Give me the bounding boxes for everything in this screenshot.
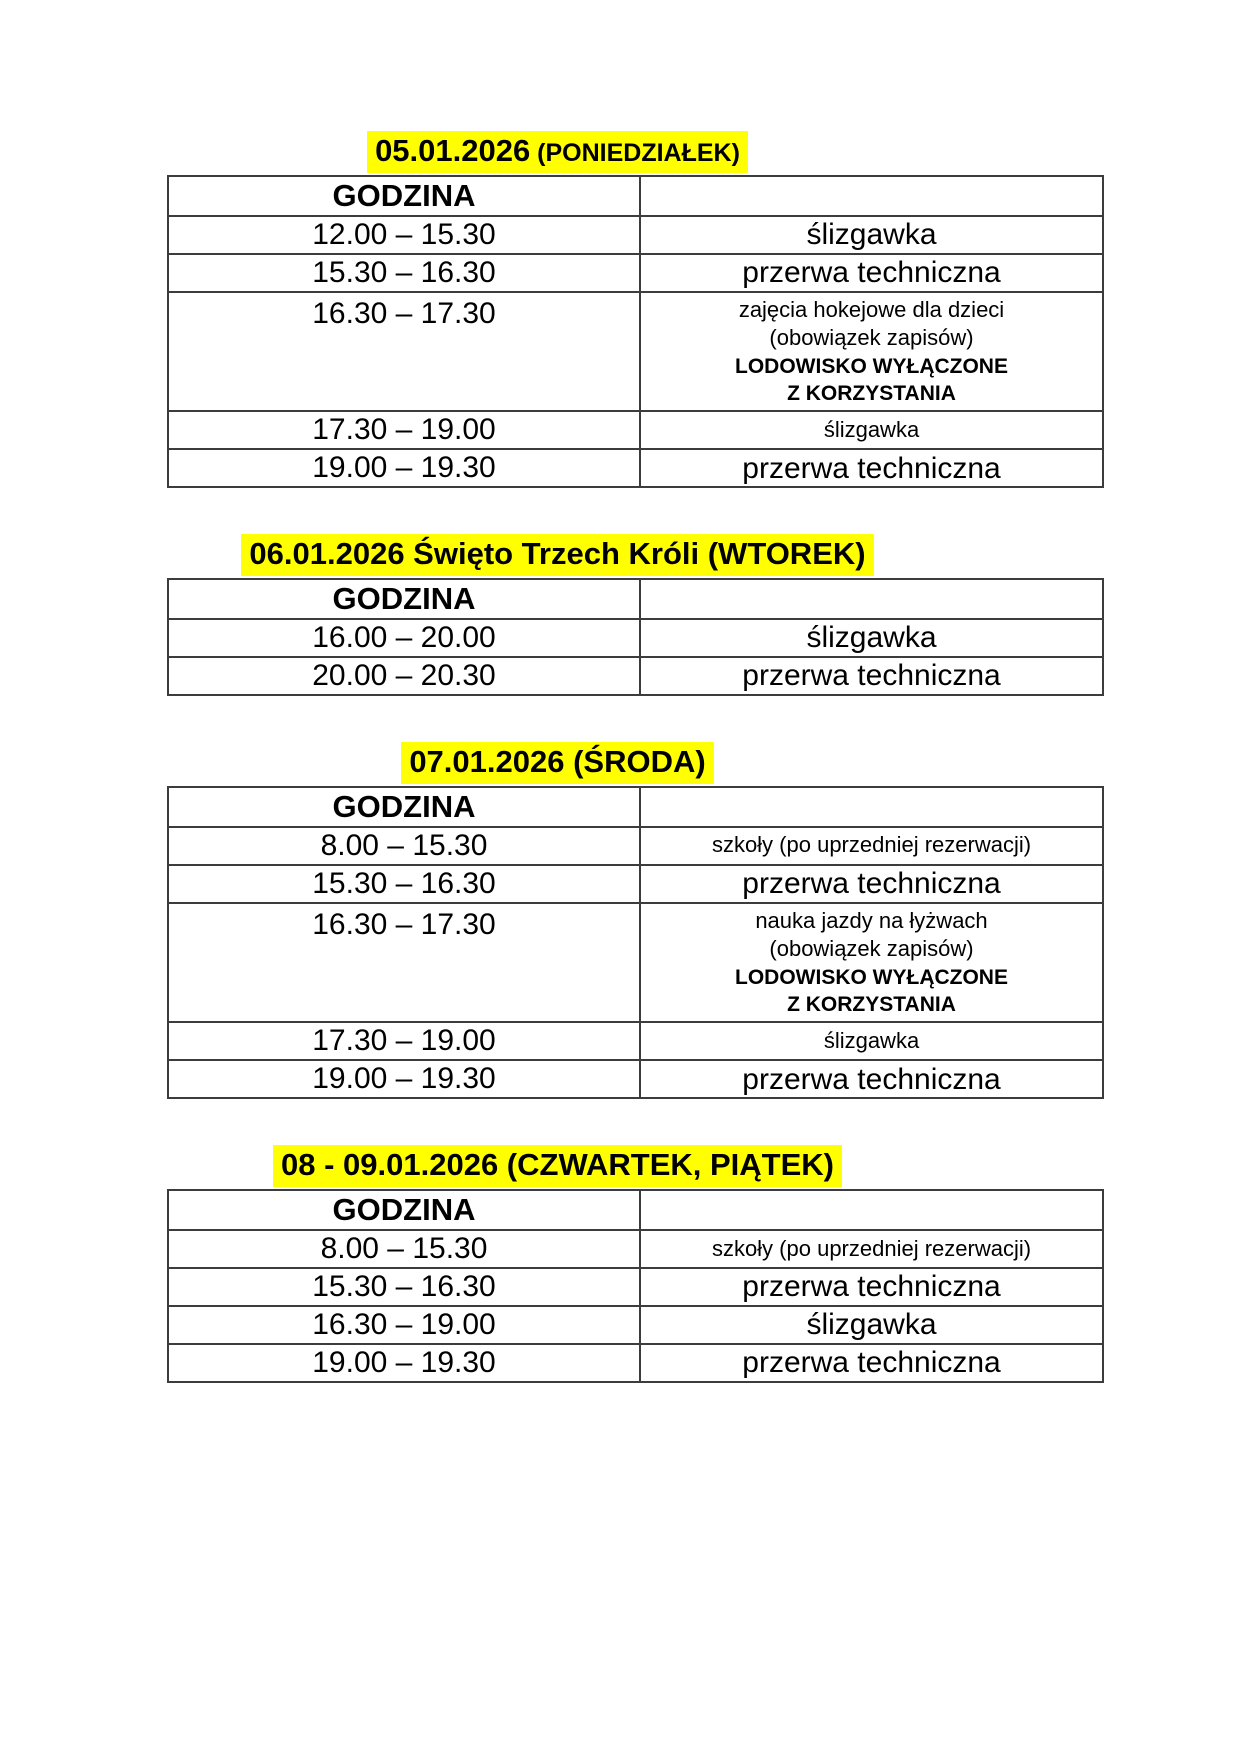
heading-highlight: [367, 131, 748, 173]
activity-cell: [640, 292, 1103, 412]
column-header-godzina: GODZINA: [168, 579, 640, 619]
time-cell: 16.00 – 20.00: [168, 619, 640, 657]
activity-line: Z KORZYSTANIA: [787, 382, 956, 406]
time-cell: 19.00 – 19.30: [168, 449, 640, 487]
time-cell: 15.30 – 16.30: [168, 865, 640, 903]
heading-highlight: [273, 1145, 842, 1187]
schedule-section: [167, 534, 1241, 696]
column-header-godzina: GODZINA: [168, 176, 640, 216]
column-header-godzina: GODZINA: [168, 787, 640, 827]
schedule-row: [168, 1344, 1103, 1382]
schedule-row: [168, 827, 1103, 865]
schedule-row: [168, 1306, 1103, 1344]
time-cell: 15.30 – 16.30: [168, 254, 640, 292]
column-header-godzina: GODZINA: [168, 1190, 640, 1230]
time-cell: 17.30 – 19.00: [168, 411, 640, 449]
section-heading: [167, 131, 1104, 173]
section-heading: [167, 534, 1104, 576]
activity-line: szkoły (po uprzedniej rezerwacji): [711, 1235, 1032, 1261]
time-cell: 16.30 – 19.00: [168, 1306, 640, 1344]
schedule-row: [168, 903, 1103, 1023]
time-cell: 19.00 – 19.30: [168, 1060, 640, 1098]
activity-line: ślizgawka: [806, 621, 937, 655]
schedule-row: [168, 1022, 1103, 1060]
table-header-row: [168, 176, 1103, 216]
schedule-row: [168, 292, 1103, 412]
activity-line: przerwa techniczna: [742, 1346, 1001, 1380]
heading-date-text: 08 - 09.01.2026 (CZWARTEK, PIĄTEK): [281, 1147, 834, 1183]
activity-line: przerwa techniczna: [742, 1062, 1001, 1096]
heading-day-text: (PONIEDZIAŁEK): [530, 139, 740, 167]
schedule-row: [168, 865, 1103, 903]
activity-line: Z KORZYSTANIA: [787, 993, 956, 1016]
activity-cell: [640, 903, 1103, 1023]
schedule-row: [168, 449, 1103, 487]
activity-cell: [640, 1268, 1103, 1306]
time-cell: 15.30 – 16.30: [168, 1268, 640, 1306]
schedule-row: [168, 619, 1103, 657]
schedule-row: [168, 254, 1103, 292]
activity-cell: [640, 216, 1103, 254]
table-header-row: [168, 787, 1103, 827]
activity-line: LODOWISKO WYŁĄCZONE: [735, 965, 1008, 989]
activity-cell: [640, 449, 1103, 487]
activity-line: nauka jazdy na łyżwach: [755, 907, 988, 933]
section-heading: [167, 742, 1104, 784]
column-header-empty: [640, 787, 1103, 827]
activity-line: przerwa techniczna: [742, 451, 1001, 485]
activity-line: ślizgawka: [823, 1028, 920, 1053]
section-heading: [167, 1145, 1104, 1187]
activity-cell: [640, 1344, 1103, 1382]
activity-cell: [640, 254, 1103, 292]
schedule-section: [167, 1145, 1241, 1383]
schedule-row: [168, 411, 1103, 449]
schedule-table: [167, 175, 1104, 489]
column-header-empty: [640, 176, 1103, 216]
activity-line: przerwa techniczna: [742, 659, 1001, 693]
table-header-row: [168, 1190, 1103, 1230]
activity-line: ślizgawka: [823, 417, 920, 443]
heading-date-text: 07.01.2026 (ŚRODA): [409, 743, 706, 779]
activity-cell: [640, 619, 1103, 657]
activity-line: ślizgawka: [806, 217, 937, 251]
activity-cell: [640, 411, 1103, 449]
activity-cell: [640, 865, 1103, 903]
time-cell: 19.00 – 19.30: [168, 1344, 640, 1382]
column-header-empty: [640, 579, 1103, 619]
heading-date-text: 05.01.2026: [375, 133, 531, 168]
time-cell: 8.00 – 15.30: [168, 827, 640, 865]
schedule-table: [167, 786, 1104, 1100]
activity-cell: [640, 657, 1103, 695]
activity-cell: [640, 827, 1103, 865]
activity-line: (obowiązek zapisów): [769, 936, 974, 962]
schedule-section: [167, 742, 1241, 1099]
schedule-row: [168, 1268, 1103, 1306]
activity-line: zajęcia hokejowe dla dzieci: [738, 296, 1005, 322]
activity-cell: [640, 1230, 1103, 1268]
activity-line: przerwa techniczna: [742, 255, 1001, 289]
heading-highlight: [241, 534, 873, 576]
heading-highlight: [401, 742, 713, 784]
activity-line: przerwa techniczna: [742, 1270, 1001, 1304]
activity-cell: [640, 1060, 1103, 1098]
heading-date-text: 06.01.2026 Święto Trzech Króli (WTOREK): [249, 536, 866, 572]
time-cell: 17.30 – 19.00: [168, 1022, 640, 1060]
time-cell: 8.00 – 15.30: [168, 1230, 640, 1268]
activity-line: LODOWISKO WYŁĄCZONE: [735, 354, 1008, 378]
time-cell: 20.00 – 20.30: [168, 657, 640, 695]
schedule-row: [168, 1230, 1103, 1268]
schedule-table: [167, 578, 1104, 696]
activity-cell: [640, 1022, 1103, 1060]
activity-line: przerwa techniczna: [742, 866, 1001, 900]
table-header-row: [168, 579, 1103, 619]
schedule-row: [168, 216, 1103, 254]
activity-line: (obowiązek zapisów): [769, 325, 974, 351]
schedule-row: [168, 1060, 1103, 1098]
schedule-section: [167, 131, 1241, 488]
time-cell: 16.30 – 17.30: [168, 292, 640, 412]
schedule-row: [168, 657, 1103, 695]
time-cell: 12.00 – 15.30: [168, 216, 640, 254]
time-cell: 16.30 – 17.30: [168, 903, 640, 1023]
schedule-table: [167, 1189, 1104, 1383]
activity-line: szkoły (po uprzedniej rezerwacji): [711, 832, 1032, 858]
column-header-empty: [640, 1190, 1103, 1230]
activity-line: ślizgawka: [806, 1308, 937, 1342]
activity-cell: [640, 1306, 1103, 1344]
